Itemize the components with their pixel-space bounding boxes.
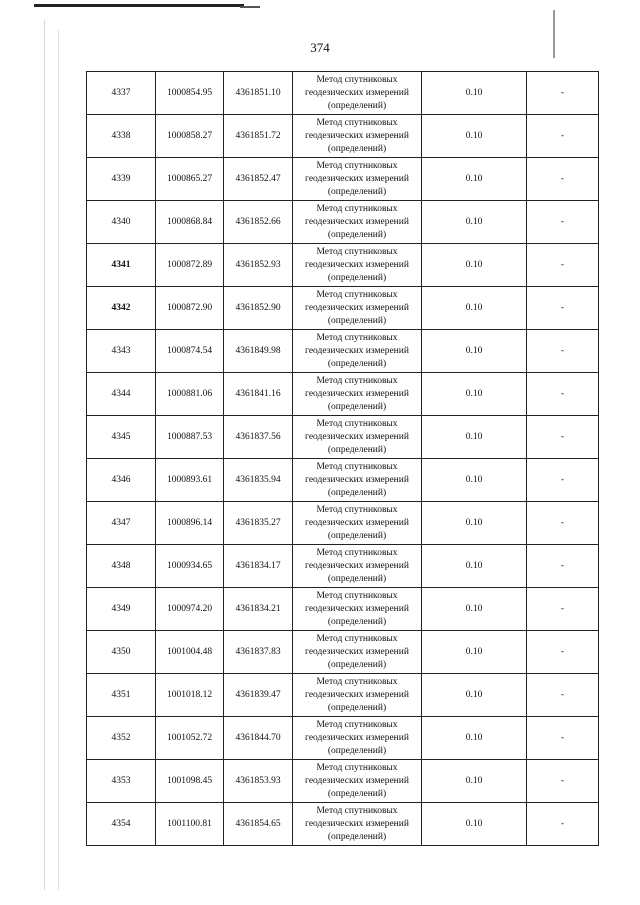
point-number-cell: 4344	[87, 373, 156, 416]
method-cell	[293, 115, 422, 158]
table-row	[87, 373, 599, 416]
accuracy-cell: 0.10	[422, 330, 527, 373]
method-line: геодезических измерений	[305, 517, 409, 528]
method-cell	[293, 330, 422, 373]
table-row	[87, 459, 599, 502]
method-line: геодезических измерений	[305, 689, 409, 700]
y-coordinate-cell: 4361849.98	[224, 330, 293, 373]
method-line: (определений)	[327, 272, 387, 283]
scan-margin-line-left-inner	[58, 30, 59, 890]
x-coordinate-cell: 1000858.27	[156, 115, 224, 158]
x-coordinate-cell: 1000865.27	[156, 158, 224, 201]
method-line: геодезических измерений	[305, 302, 409, 313]
accuracy-cell: 0.10	[422, 158, 527, 201]
point-number-cell: 4341	[87, 244, 156, 287]
method-line: (определений)	[327, 315, 387, 326]
accuracy-cell: 0.10	[422, 674, 527, 717]
method-cell	[293, 674, 422, 717]
method-cell	[293, 373, 422, 416]
accuracy-cell: 0.10	[422, 631, 527, 674]
accuracy-cell: 0.10	[422, 416, 527, 459]
point-number-cell: 4343	[87, 330, 156, 373]
table-row	[87, 158, 599, 201]
x-coordinate-cell: 1000887.53	[156, 416, 224, 459]
accuracy-cell: 0.10	[422, 287, 527, 330]
table-row	[87, 72, 599, 115]
method-line: (определений)	[327, 100, 387, 111]
method-line: геодезических измерений	[305, 775, 409, 786]
method-line: Метод спутниковых	[316, 805, 398, 816]
y-coordinate-cell: 4361835.94	[224, 459, 293, 502]
page-number: 374	[310, 40, 330, 55]
method-cell	[293, 459, 422, 502]
coordinates-table	[86, 71, 599, 846]
x-coordinate-cell: 1000854.95	[156, 72, 224, 115]
method-cell	[293, 502, 422, 545]
accuracy-cell: 0.10	[422, 760, 527, 803]
y-coordinate-cell: 4361834.21	[224, 588, 293, 631]
y-coordinate-cell: 4361854.65	[224, 803, 293, 846]
note-cell: -	[527, 502, 599, 545]
accuracy-cell: 0.10	[422, 244, 527, 287]
point-number-cell: 4352	[87, 717, 156, 760]
method-line: Метод спутниковых	[316, 504, 398, 515]
method-line: (определений)	[327, 788, 387, 799]
method-cell	[293, 244, 422, 287]
table-row	[87, 416, 599, 459]
point-number-cell: 4353	[87, 760, 156, 803]
point-number-cell: 4340	[87, 201, 156, 244]
note-cell: -	[527, 158, 599, 201]
method-line: (определений)	[327, 487, 387, 498]
accuracy-cell: 0.10	[422, 459, 527, 502]
y-coordinate-cell: 4361851.10	[224, 72, 293, 115]
accuracy-cell: 0.10	[422, 373, 527, 416]
method-cell	[293, 631, 422, 674]
note-cell: -	[527, 201, 599, 244]
note-cell: -	[527, 373, 599, 416]
y-coordinate-cell: 4361834.17	[224, 545, 293, 588]
table-row	[87, 330, 599, 373]
method-line: (определений)	[327, 358, 387, 369]
y-coordinate-cell: 4361852.47	[224, 158, 293, 201]
method-line: (определений)	[327, 616, 387, 627]
x-coordinate-cell: 1000868.84	[156, 201, 224, 244]
point-number-cell: 4342	[87, 287, 156, 330]
method-line: (определений)	[327, 530, 387, 541]
method-line: геодезических измерений	[305, 560, 409, 571]
method-cell	[293, 760, 422, 803]
x-coordinate-cell: 1000881.06	[156, 373, 224, 416]
method-line: геодезических измерений	[305, 646, 409, 657]
y-coordinate-cell: 4361844.70	[224, 717, 293, 760]
scan-margin-line-left	[44, 20, 45, 890]
x-coordinate-cell: 1000893.61	[156, 459, 224, 502]
note-cell: -	[527, 545, 599, 588]
method-line: Метод спутниковых	[316, 117, 398, 128]
accuracy-cell: 0.10	[422, 588, 527, 631]
method-cell	[293, 287, 422, 330]
note-cell: -	[527, 760, 599, 803]
table-row	[87, 588, 599, 631]
method-line: Метод спутниковых	[316, 203, 398, 214]
method-line: геодезических измерений	[305, 216, 409, 227]
method-line: геодезических измерений	[305, 603, 409, 614]
method-line: (определений)	[327, 702, 387, 713]
method-cell	[293, 158, 422, 201]
x-coordinate-cell: 1001052.72	[156, 717, 224, 760]
accuracy-cell: 0.10	[422, 72, 527, 115]
method-line: (определений)	[327, 143, 387, 154]
table-row	[87, 803, 599, 846]
y-coordinate-cell: 4361852.90	[224, 287, 293, 330]
method-line: Метод спутниковых	[316, 676, 398, 687]
method-line: геодезических измерений	[305, 818, 409, 829]
x-coordinate-cell: 1000874.54	[156, 330, 224, 373]
method-cell	[293, 803, 422, 846]
y-coordinate-cell: 4361837.56	[224, 416, 293, 459]
method-cell	[293, 588, 422, 631]
method-cell	[293, 416, 422, 459]
x-coordinate-cell: 1001098.45	[156, 760, 224, 803]
method-line: геодезических измерений	[305, 173, 409, 184]
x-coordinate-cell: 1001018.12	[156, 674, 224, 717]
method-line: геодезических измерений	[305, 474, 409, 485]
point-number-cell: 4338	[87, 115, 156, 158]
y-coordinate-cell: 4361852.66	[224, 201, 293, 244]
scan-artifact-top	[34, 4, 244, 7]
point-number-cell: 4339	[87, 158, 156, 201]
method-line: (определений)	[327, 831, 387, 842]
point-number-cell: 4350	[87, 631, 156, 674]
scan-artifact-top-small	[240, 6, 260, 8]
method-line: Метод спутниковых	[316, 547, 398, 558]
y-coordinate-cell: 4361839.47	[224, 674, 293, 717]
method-line: геодезических измерений	[305, 732, 409, 743]
point-number-cell: 4346	[87, 459, 156, 502]
table-row	[87, 545, 599, 588]
accuracy-cell: 0.10	[422, 502, 527, 545]
table-row	[87, 502, 599, 545]
point-number-cell: 4349	[87, 588, 156, 631]
method-line: Метод спутниковых	[316, 762, 398, 773]
table-row	[87, 760, 599, 803]
point-number-cell: 4337	[87, 72, 156, 115]
method-line: (определений)	[327, 659, 387, 670]
accuracy-cell: 0.10	[422, 545, 527, 588]
method-line: Метод спутниковых	[316, 461, 398, 472]
method-cell	[293, 545, 422, 588]
point-number-cell: 4345	[87, 416, 156, 459]
method-line: (определений)	[327, 401, 387, 412]
note-cell: -	[527, 803, 599, 846]
method-line: геодезических измерений	[305, 259, 409, 270]
method-cell	[293, 201, 422, 244]
note-cell: -	[527, 115, 599, 158]
note-cell: -	[527, 244, 599, 287]
note-cell: -	[527, 287, 599, 330]
accuracy-cell: 0.10	[422, 115, 527, 158]
method-line: (определений)	[327, 444, 387, 455]
method-line: геодезических измерений	[305, 388, 409, 399]
table-row	[87, 631, 599, 674]
accuracy-cell: 0.10	[422, 717, 527, 760]
table-row	[87, 244, 599, 287]
x-coordinate-cell: 1000974.20	[156, 588, 224, 631]
x-coordinate-cell: 1000896.14	[156, 502, 224, 545]
method-line: геодезических измерений	[305, 345, 409, 356]
point-number-cell: 4351	[87, 674, 156, 717]
accuracy-cell: 0.10	[422, 803, 527, 846]
method-line: Метод спутниковых	[316, 418, 398, 429]
method-cell	[293, 72, 422, 115]
note-cell: -	[527, 330, 599, 373]
coordinates-table-body	[87, 72, 599, 846]
method-line: Метод спутниковых	[316, 332, 398, 343]
method-line: геодезических измерений	[305, 431, 409, 442]
y-coordinate-cell: 4361835.27	[224, 502, 293, 545]
x-coordinate-cell: 1001100.81	[156, 803, 224, 846]
y-coordinate-cell: 4361851.72	[224, 115, 293, 158]
table-row	[87, 201, 599, 244]
method-line: (определений)	[327, 229, 387, 240]
method-line: Метод спутниковых	[316, 74, 398, 85]
y-coordinate-cell: 4361852.93	[224, 244, 293, 287]
method-line: Метод спутниковых	[316, 289, 398, 300]
table-row	[87, 717, 599, 760]
table-row	[87, 115, 599, 158]
point-number-cell: 4348	[87, 545, 156, 588]
method-line: (определений)	[327, 186, 387, 197]
method-line: Метод спутниковых	[316, 160, 398, 171]
x-coordinate-cell: 1000872.89	[156, 244, 224, 287]
method-line: Метод спутниковых	[316, 375, 398, 386]
method-line: (определений)	[327, 745, 387, 756]
y-coordinate-cell: 4361841.16	[224, 373, 293, 416]
note-cell: -	[527, 631, 599, 674]
method-line: Метод спутниковых	[316, 719, 398, 730]
method-line: Метод спутниковых	[316, 246, 398, 257]
method-line: геодезических измерений	[305, 87, 409, 98]
table-row	[87, 287, 599, 330]
note-cell: -	[527, 72, 599, 115]
point-number-cell: 4354	[87, 803, 156, 846]
x-coordinate-cell: 1000872.90	[156, 287, 224, 330]
point-number-cell: 4347	[87, 502, 156, 545]
method-line: Метод спутниковых	[316, 590, 398, 601]
method-line: геодезических измерений	[305, 130, 409, 141]
method-line: Метод спутниковых	[316, 633, 398, 644]
method-cell	[293, 717, 422, 760]
table-row	[87, 674, 599, 717]
note-cell: -	[527, 674, 599, 717]
x-coordinate-cell: 1001004.48	[156, 631, 224, 674]
note-cell: -	[527, 588, 599, 631]
x-coordinate-cell: 1000934.65	[156, 545, 224, 588]
y-coordinate-cell: 4361837.83	[224, 631, 293, 674]
y-coordinate-cell: 4361853.93	[224, 760, 293, 803]
note-cell: -	[527, 459, 599, 502]
accuracy-cell: 0.10	[422, 201, 527, 244]
method-line: (определений)	[327, 573, 387, 584]
note-cell: -	[527, 717, 599, 760]
note-cell: -	[527, 416, 599, 459]
